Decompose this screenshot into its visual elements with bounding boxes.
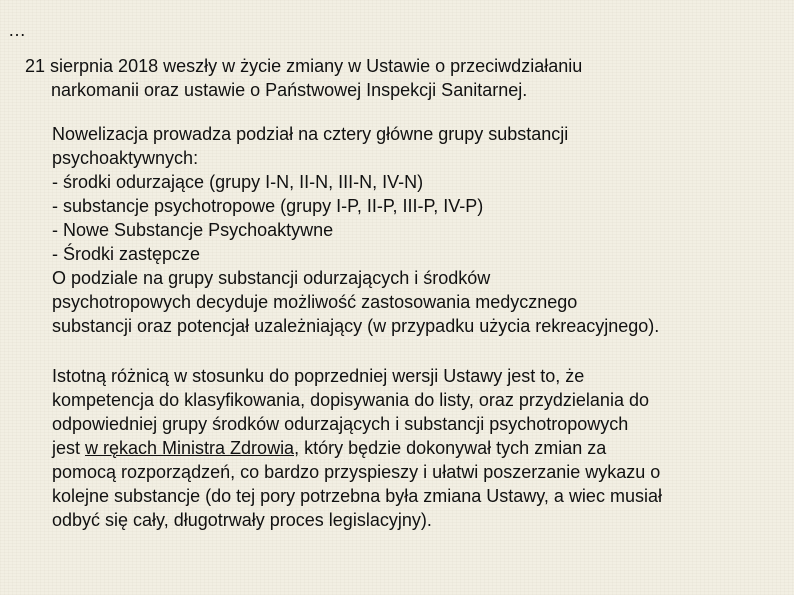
intro-paragraph bbox=[25, 54, 765, 102]
substance-groups-paragraph bbox=[52, 122, 787, 338]
paragraph-line: odbyć się cały, długotrwały proces legislacyjny). bbox=[52, 510, 432, 530]
paragraph-line: psychoaktywnych: bbox=[52, 148, 199, 168]
paragraph-line: kolejne substancje (do tej pory potrzebna była zmiana Ustawy, a wiec musiał bbox=[52, 486, 662, 506]
paragraph-line bbox=[52, 436, 787, 460]
paragraph-line: odpowiedniej grupy środków odurzających i substancji psychotropowych bbox=[52, 414, 629, 434]
list-item-new-psychoactive: - Nowe Substancje Psychoaktywne bbox=[52, 220, 334, 240]
line-text-after: który będzie dokonywał tych zmian za bbox=[299, 438, 607, 458]
minister-of-health-emphasis: w rękach Ministra Zdrowia, bbox=[85, 438, 300, 458]
paragraph-line: Nowelizacja prowadza podział na cztery główne grupy substancji bbox=[52, 124, 569, 144]
title-ellipsis: … bbox=[8, 20, 27, 40]
paragraph-line: psychotropowych decyduje możliwość zastosowania medycznego bbox=[52, 292, 578, 312]
list-item-substitutes: - Środki zastępcze bbox=[52, 244, 201, 264]
paragraph-line: O podziale na grupy substancji odurzających i środków bbox=[52, 268, 491, 288]
list-item-psychotropics: - substancje psychotropowe (grupy I-P, II-P, III-P, IV-P) bbox=[52, 196, 484, 216]
intro-line-2: narkomanii oraz ustawie o Państwowej Inspekcji Sanitarnej. bbox=[51, 80, 528, 100]
intro-line-1: 21 sierpnia 2018 weszły w życie zmiany w Ustawie o przeciwdziałaniu bbox=[25, 56, 583, 76]
line-text-before: jest bbox=[52, 438, 86, 458]
paragraph-line: kompetencja do klasyfikowania, dopisywania do listy, oraz przydzielania do bbox=[52, 390, 649, 410]
list-item-narcotics: - środki odurzające (grupy I-N, II-N, III-N, IV-N) bbox=[52, 172, 424, 192]
paragraph-line: substancji oraz potencjał uzależniający (w przypadku użycia rekreacyjnego). bbox=[52, 316, 660, 336]
paragraph-line: pomocą rozporządzeń, co bardzo przyspieszy i ułatwi poszerzanie wykazu o bbox=[52, 462, 661, 482]
competence-paragraph bbox=[52, 364, 787, 532]
paragraph-line: Istotną różnicą w stosunku do poprzedniej wersji Ustawy jest to, że bbox=[52, 366, 585, 386]
